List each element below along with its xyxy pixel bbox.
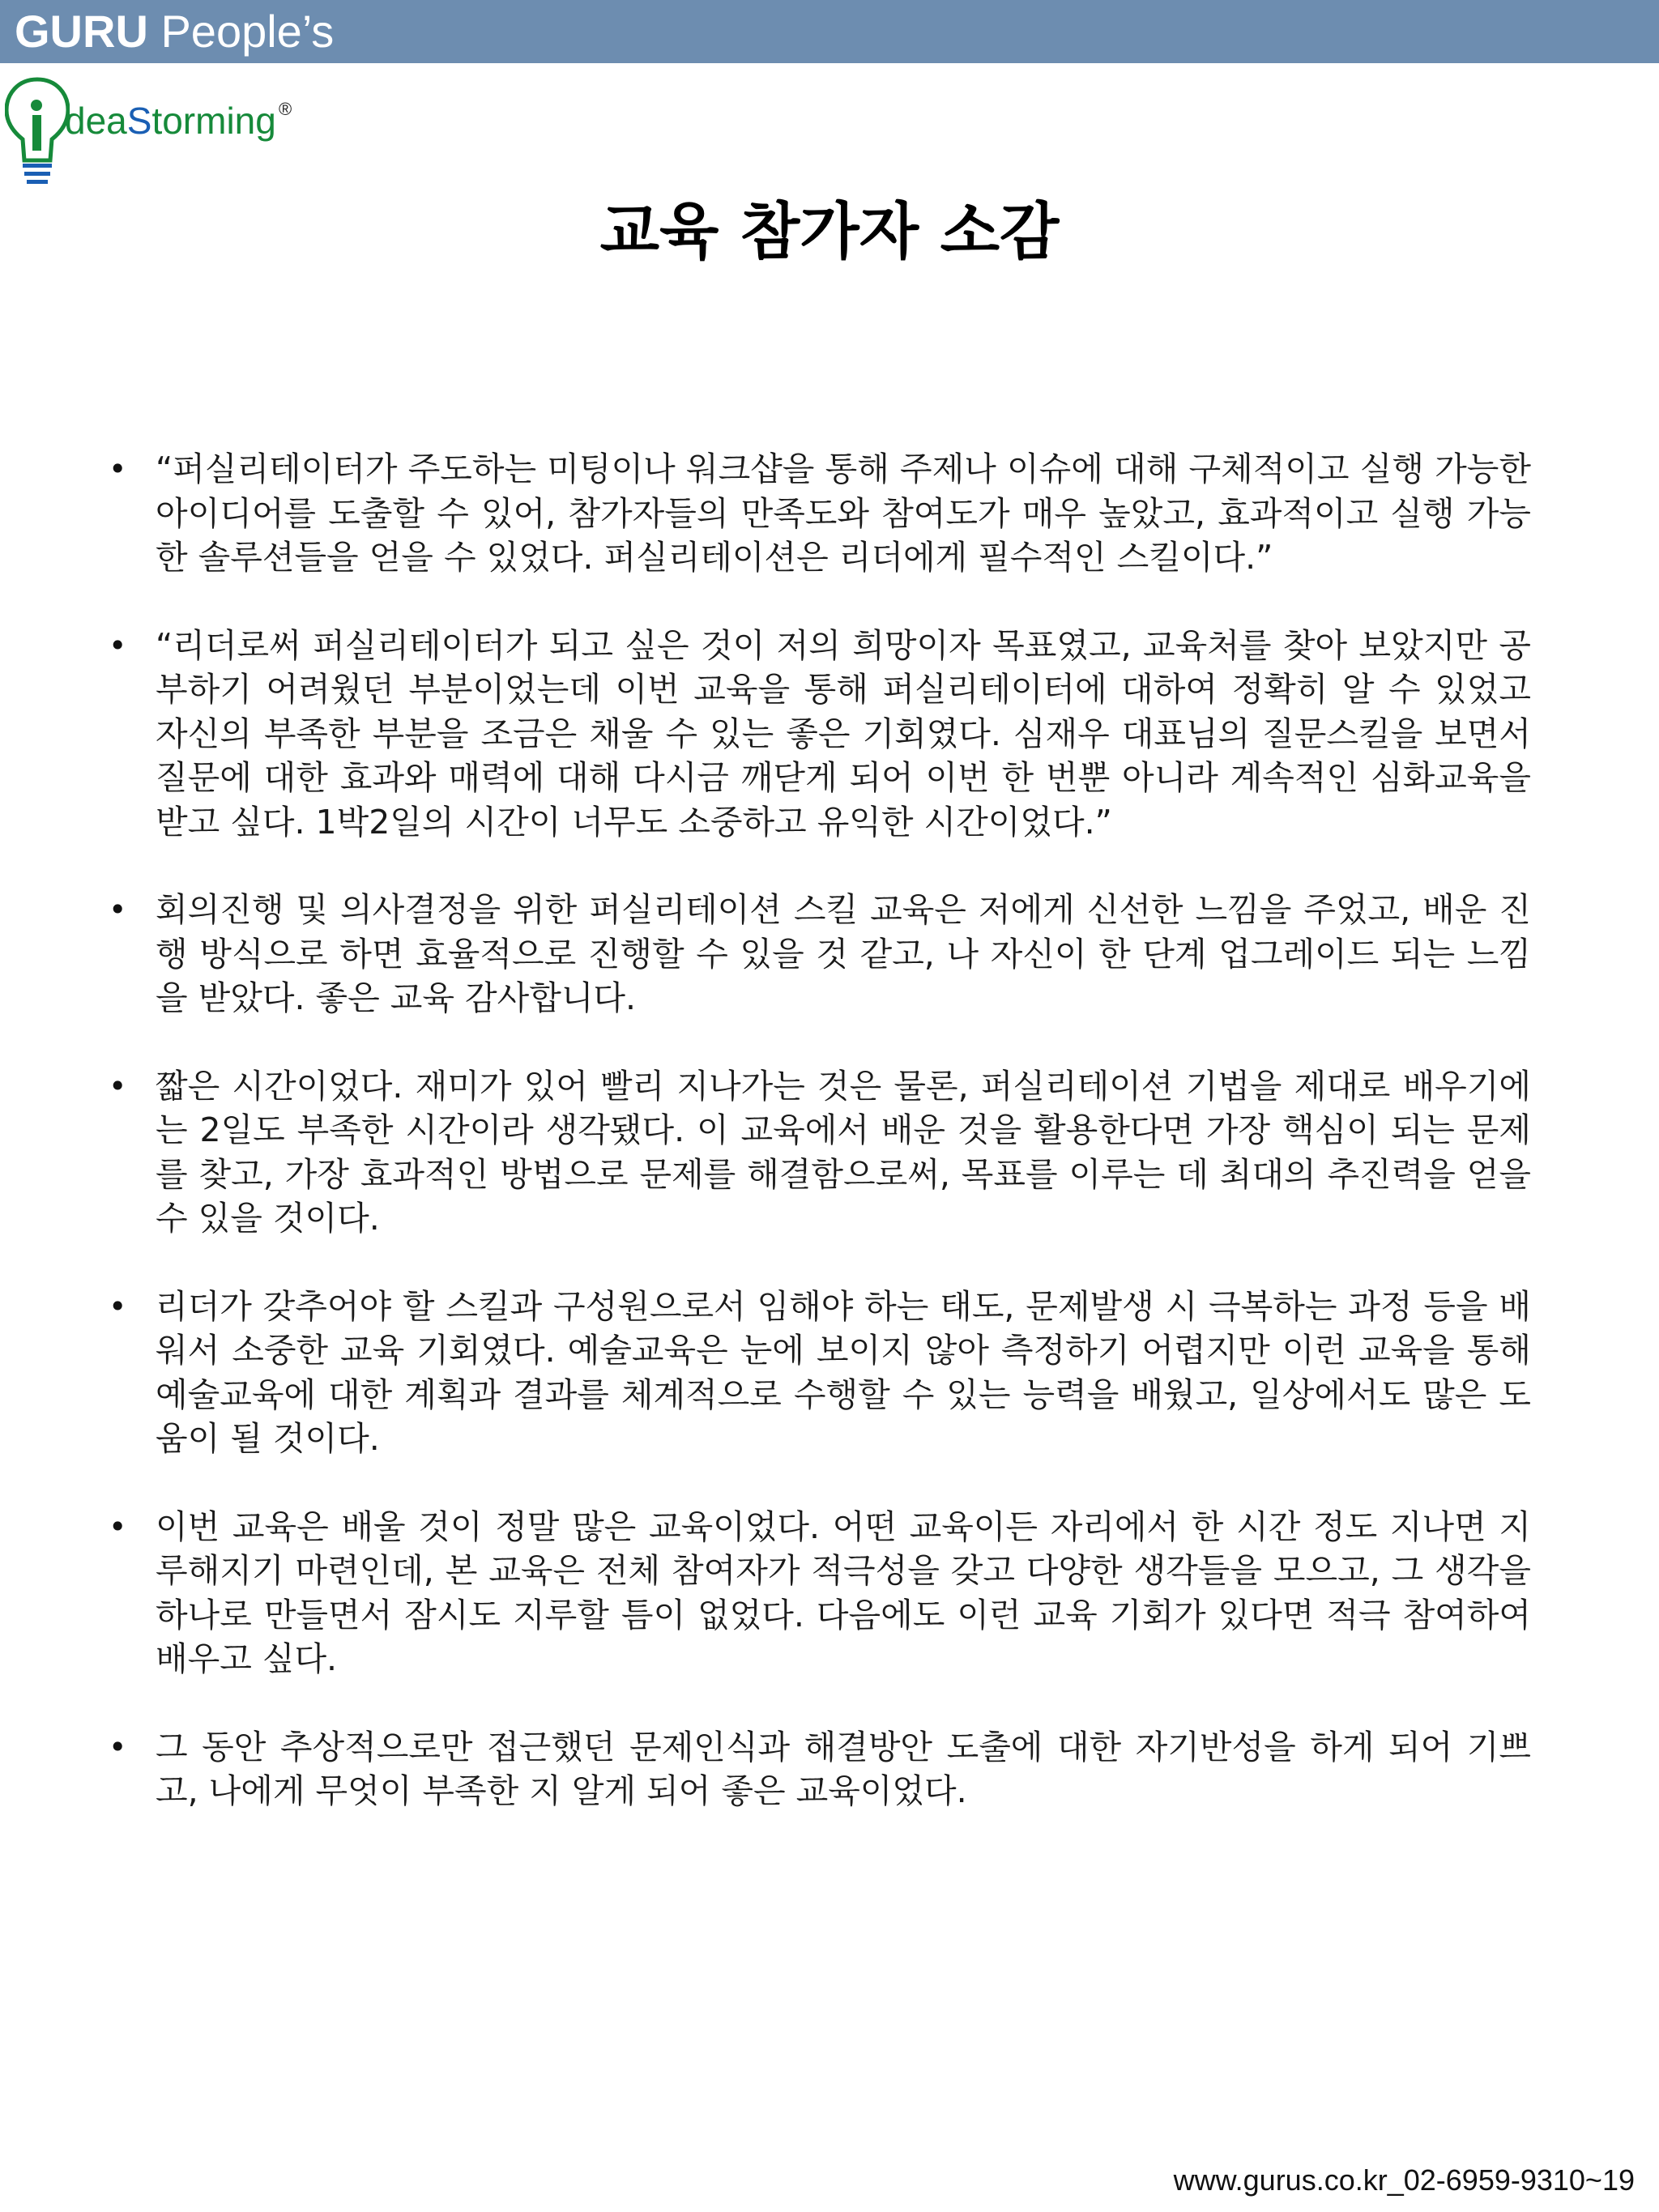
bullet-icon: •: [109, 451, 127, 487]
testimonial-text: “퍼실리테이터가 주도하는 미팅이나 워크샵을 통해 주제나 이슈에 대해 구체적이고 실행 가능한 아이디어를 도출할 수 있어, 참가자들의 만족도와 참여도가 매우 높았고, 효과적이고 실행 가능한 솔루션들을 얻을 수 있었다. 퍼실리테이션은 리더에게 필수적인 스킬이다.”: [156, 450, 1531, 577]
testimonial-item: [97, 1064, 1531, 1241]
testimonial-list: [97, 447, 1531, 1857]
brand-bold: GURU: [15, 6, 148, 57]
logo-text-s: S: [126, 100, 152, 142]
testimonial-item: [97, 1285, 1531, 1461]
logo-text-dea: dea: [65, 100, 127, 142]
bullet-icon: •: [109, 1728, 127, 1765]
logo-wordmark: [65, 100, 276, 141]
testimonial-text: 리더가 갖추어야 할 스킬과 구성원으로서 임해야 하는 태도, 문제발생 시 극복하는 과정 등을 배워서 소중한 교육 기회였다. 예술교육은 눈에 보이지 않아 측정하기 어렵지만 이런 교육을 통해 예술교육에 대한 계획과 결과를 체계적으로 수행할 수 있는 능력을 배웠고, 일상에서도 많은 도움이 될 것이다.: [156, 1286, 1531, 1458]
testimonial-text: “리더로써 퍼실리테이터가 되고 싶은 것이 저의 희망이자 목표였고, 교육처를 찾아 보았지만 공부하기 어려웠던 부분이었는데 이번 교육을 통해 퍼실리테이터에 대하여 정확히 알 수 있었고 자신의 부족한 부분을 조금은 채울 수 있는 좋은 기회였다. 심재우 대표님의 질문스킬을 보면서 질문에 대한 효과와 매력에 대해 다시금 깨닫게 되어 이번 한 번뿐 아니라 계속적인 심화교육을 받고 싶다. 1박2일의 시간이 너무도 소중하고 유익한 시간이었다.”: [156, 625, 1531, 842]
bullet-icon: •: [109, 1508, 127, 1545]
testimonial-item: [97, 624, 1531, 845]
ideastorming-logo: [5, 70, 345, 191]
testimonial-text: 이번 교육은 배울 것이 정말 많은 교육이었다. 어떤 교육이든 자리에서 한 시간 정도 지나면 지루해지기 마련인데, 본 교육은 전체 참여자가 적극성을 갖고 다양한 생각들을 모으고, 그 생각을 하나로 만들면서 잠시도 지루할 틈이 없었다. 다음에도 이런 교육 기회가 있다면 적극 참여하여 배우고 싶다.: [156, 1507, 1531, 1678]
page-title: 교육 참가자 소감: [599, 195, 1060, 267]
bullet-icon: •: [109, 892, 127, 927]
bullet-icon: •: [109, 627, 127, 663]
header-bar: [0, 0, 1659, 63]
brand-title: [15, 6, 334, 57]
testimonial-item: [97, 1725, 1531, 1813]
registered-mark: ®: [279, 99, 292, 119]
testimonial-item: [97, 888, 1531, 1021]
footer-contact: www.gurus.co.kr_02-6959-9310~19: [1173, 2163, 1635, 2197]
logo-text-torming: torming: [151, 100, 276, 142]
lightbulb-i-icon: [5, 70, 70, 191]
testimonial-text: 짧은 시간이었다. 재미가 있어 빨리 지나가는 것은 물론, 퍼실리테이션 기법을 제대로 배우기에는 2일도 부족한 시간이라 생각됐다. 이 교육에서 배운 것을 활용한다면 가장 핵심이 되는 문제를 찾고, 가장 효과적인 방법으로 문제를 해결함으로써, 목표를 이루는 데 최대의 추진력을 얻을 수 있을 것이다.: [156, 1066, 1531, 1238]
testimonial-item: [97, 447, 1531, 580]
bullet-icon: •: [109, 1288, 127, 1324]
testimonial-text: 그 동안 추상적으로만 접근했던 문제인식과 해결방안 도출에 대한 자기반성을 하게 되어 기쁘고, 나에게 무엇이 부족한 지 알게 되어 좋은 교육이었다.: [156, 1727, 1531, 1810]
testimonial-text: 회의진행 및 의사결정을 위한 퍼실리테이션 스킬 교육은 저에게 신선한 느낌을 주었고, 배운 진행 방식으로 하면 효율적으로 진행할 수 있을 것 같고, 나 자신이 한 단계 업그레이드 되는 느낌을 받았다. 좋은 교육 감사합니다.: [156, 890, 1531, 1017]
bullet-icon: •: [109, 1068, 127, 1104]
testimonial-item: [97, 1505, 1531, 1681]
brand-rest: People’s: [147, 6, 335, 57]
